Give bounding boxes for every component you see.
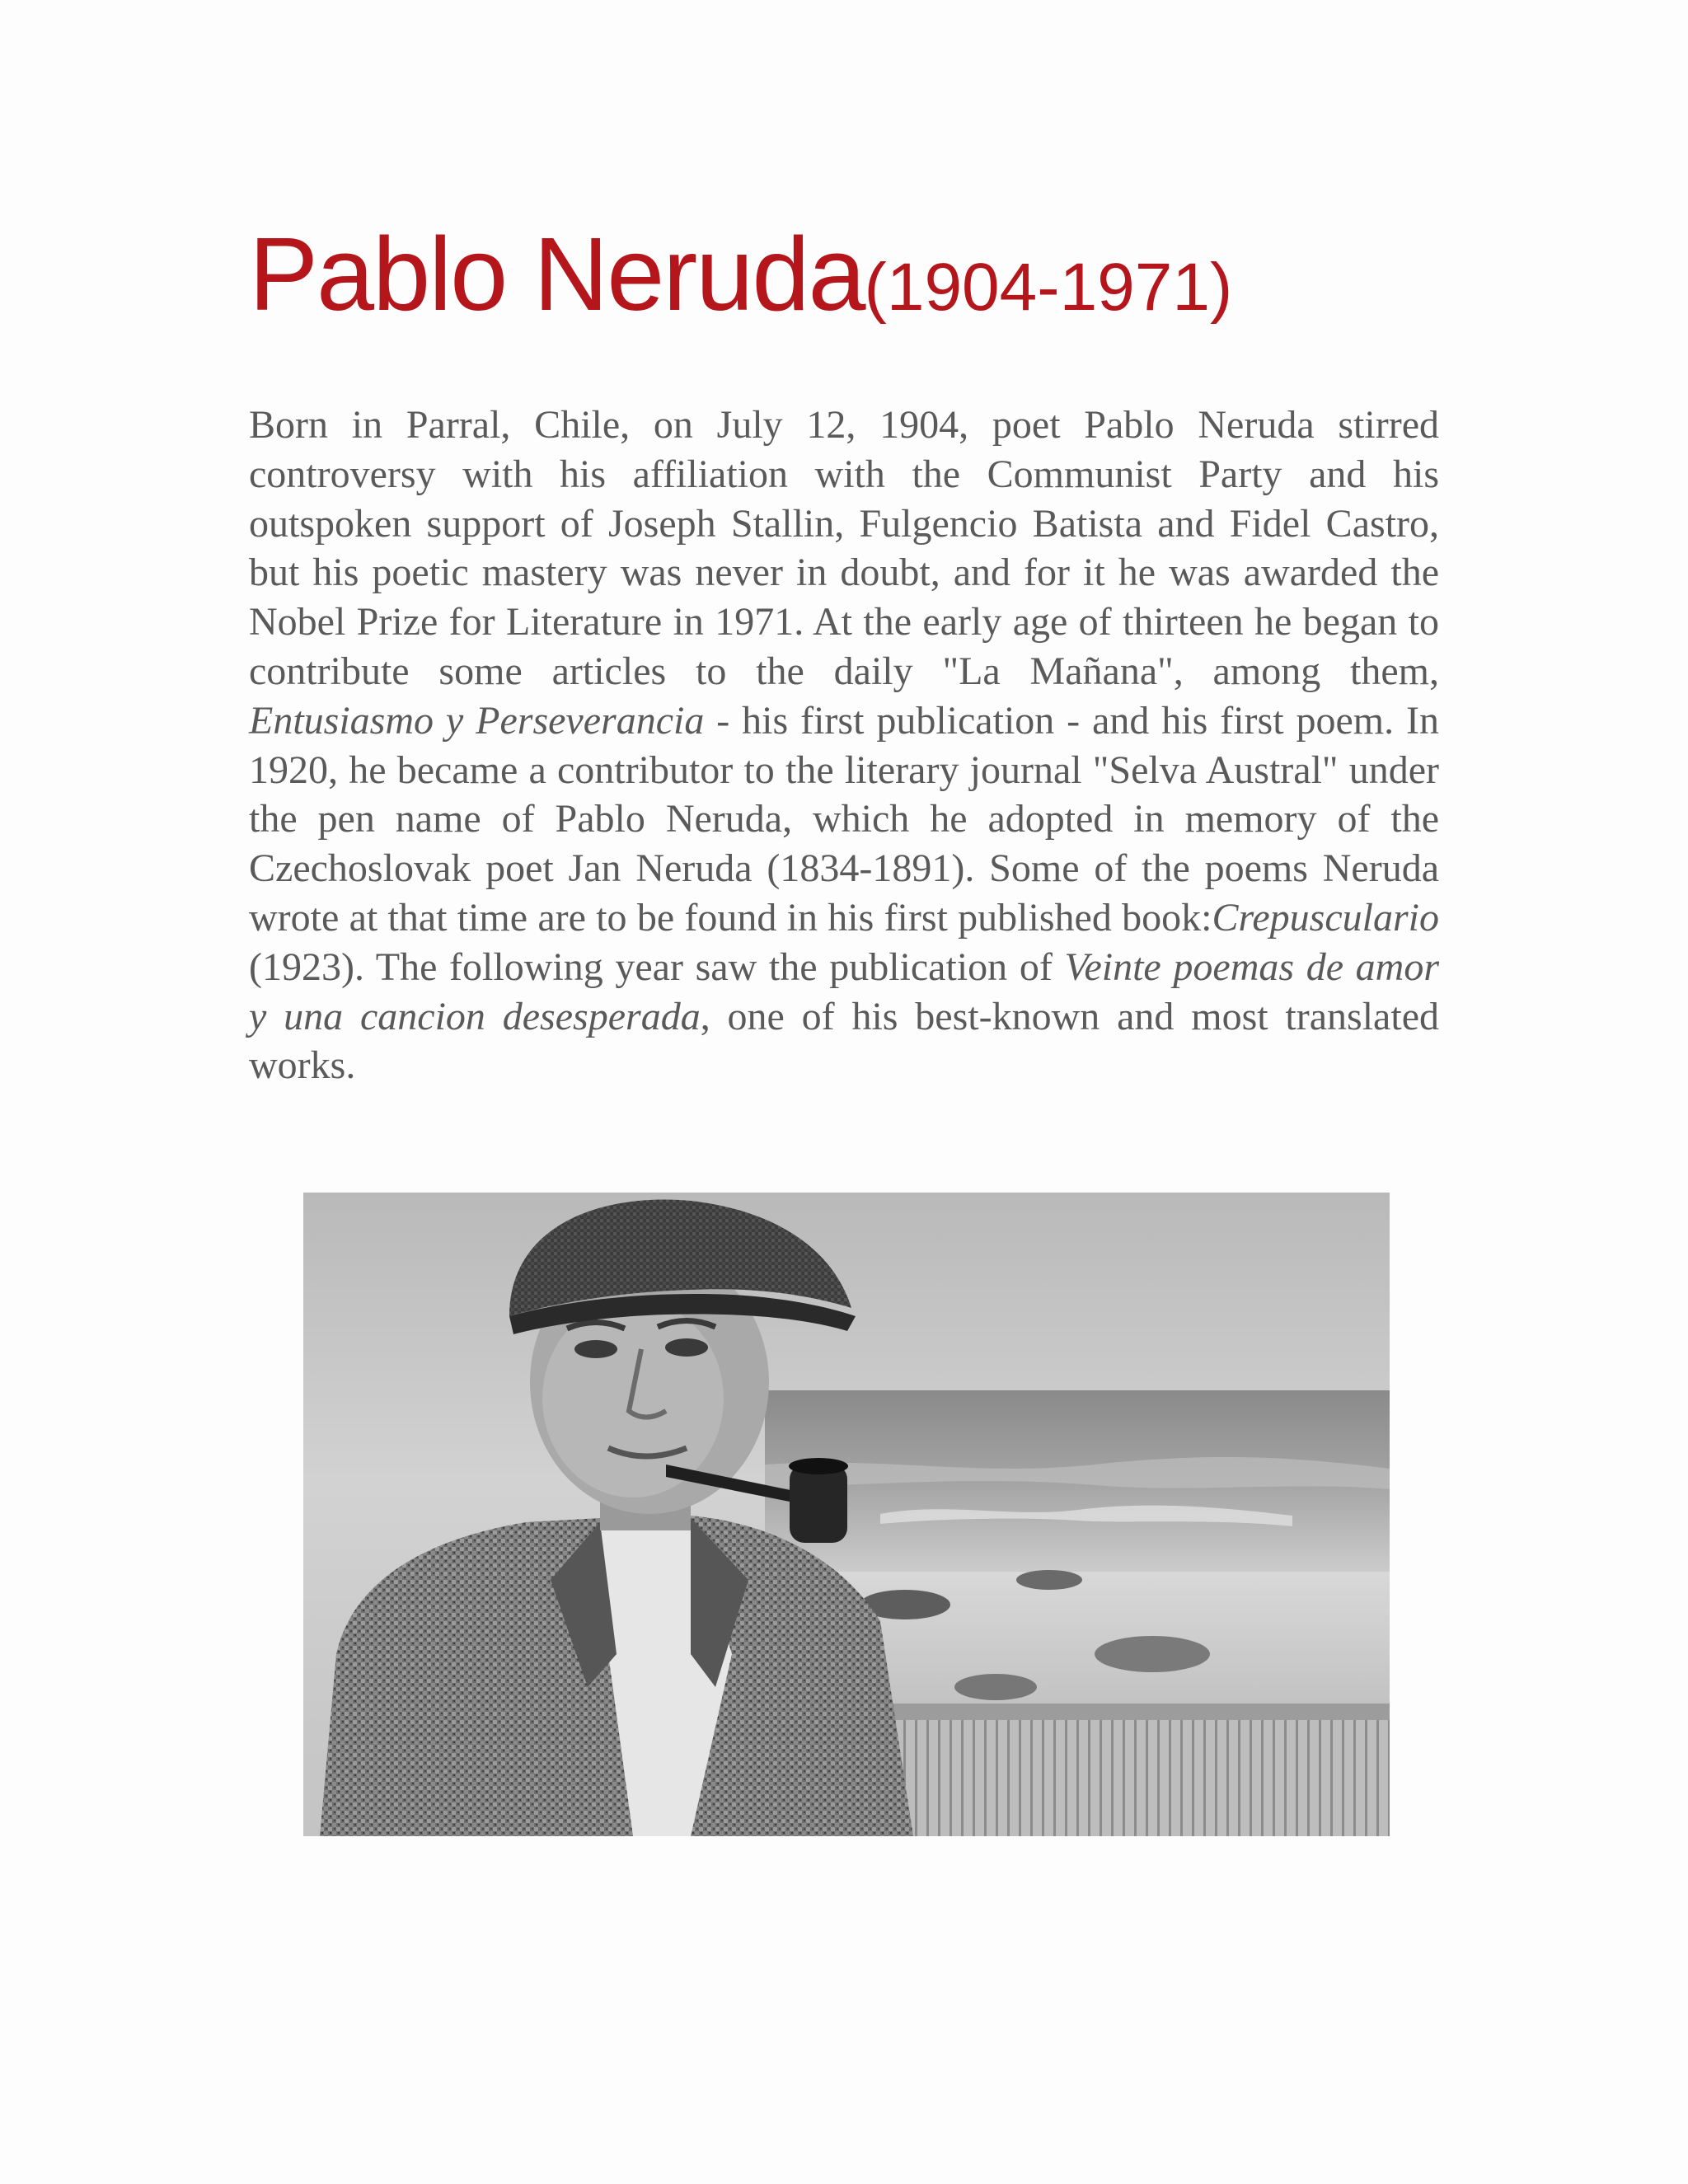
- bio-text: (1923). The following year saw the publication of: [249, 944, 1065, 989]
- title-name: Pablo Neruda: [249, 216, 865, 332]
- portrait-photo: [303, 1193, 1390, 1836]
- bio-text: Born in Parral, Chile, on July 12, 1904, poet Pablo Neruda stirred controversy with his affiliation with the Communist Party and his outspoken support of Joseph Stallin, Fulgencio Batista and Fidel Castro, but his poetic mastery was never in doubt, and for it he was awarded the Nobel Prize for Literature in 1971. At the early age of thirteen he began to contribute some articles to the daily "La Mañana", among them,: [249, 403, 1439, 693]
- title-years: (1904-1971): [864, 250, 1233, 325]
- biography-paragraph: [249, 401, 1439, 1090]
- bio-italic-title: Crepusculario: [1212, 895, 1439, 940]
- page-title: [249, 216, 1233, 332]
- bio-text: , one of his best-known and most translated works.: [249, 994, 1439, 1088]
- bio-italic-title: Veinte poemas de amor y una cancion desesperada: [249, 944, 1439, 1038]
- bio-text: - his first publication - and his first poem. In 1920, he became a contributor to the literary journal "Selva Austral" under the pen name of Pablo Neruda, which he adopted in memory of the Czechoslovak poet Jan Neruda (1834-1891). Some of the poems Neruda wrote at that time are to be found in his first published book:: [249, 698, 1439, 940]
- bio-italic-title: Entusiasmo y Perseverancia: [249, 698, 705, 743]
